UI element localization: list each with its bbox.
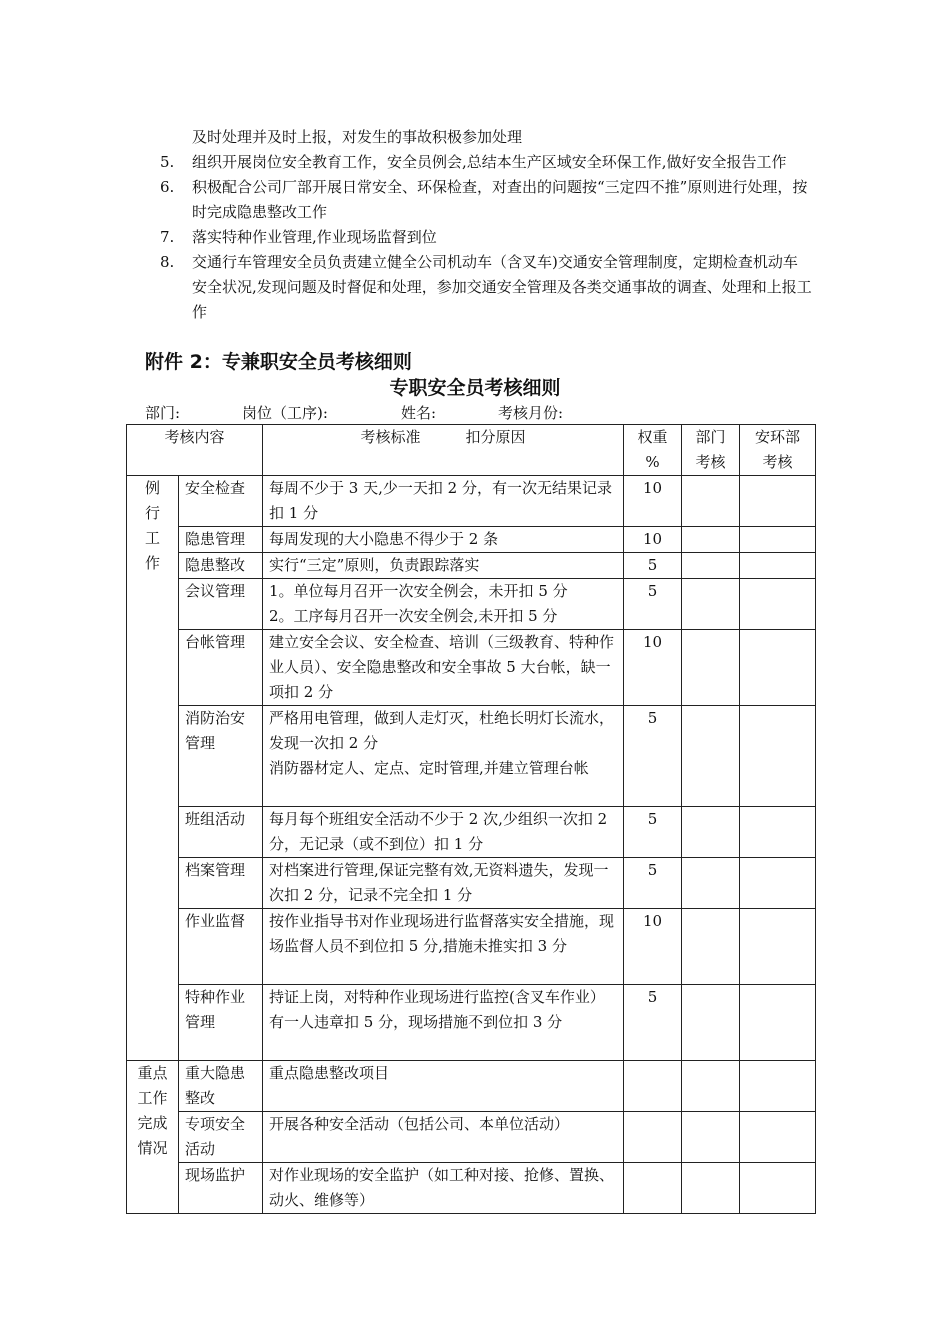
standard-line: 每周发现的大小隐患不得少于 2 条 (269, 530, 499, 548)
env-score-cell[interactable] (740, 1061, 816, 1112)
post-label: 岗位（工序): (242, 404, 328, 422)
env-score-cell[interactable] (740, 706, 816, 807)
duty-text: 交通行车管理安全员负责建立健全公司机动车（含叉车)交通安全管理制度，定期检查机动车安全状况,发现问题及时督促和处理，参加交通安全管理及各类交通事故的调查、处理和上报工作 (192, 253, 812, 321)
appendix-title: 附件 2：专兼职安全员考核细则 (145, 351, 412, 373)
dept-score-cell[interactable] (682, 579, 740, 630)
duty-number: 6. (160, 178, 175, 196)
item-standard (263, 630, 624, 706)
dept-score-cell[interactable] (682, 553, 740, 579)
header-weight-line2: % (645, 453, 660, 471)
item-name: 重大隐患整改 (179, 1061, 263, 1112)
header-env-line2: 考核 (762, 453, 793, 471)
standard-line: 开展各种安全活动（包括公司、本单位活动） (269, 1115, 570, 1133)
group-key-work (127, 1061, 179, 1214)
item-name: 消防治安管理 (179, 706, 263, 807)
env-score-cell[interactable] (740, 1163, 816, 1214)
standard-line: 严格用电管理，做到人走灯灭，杜绝长明灯长流水，发现一次扣 2 分 (269, 709, 615, 752)
header-dept-line1: 部门 (695, 428, 726, 446)
item-name: 专项安全活动 (179, 1112, 263, 1163)
item-name: 档案管理 (179, 858, 263, 909)
name-label: 姓名: (401, 404, 437, 422)
duty-list (0, 150, 812, 325)
standard-line: 实行“三定”原则，负责跟踪落实 (269, 556, 480, 574)
item-standard (263, 706, 624, 807)
dept-score-cell[interactable] (682, 476, 740, 527)
duty-text: 落实特种作业管理,作业现场监督到位 (192, 228, 437, 246)
env-score-cell[interactable] (740, 527, 816, 553)
standard-line: 2。工序每月召开一次安全例会,未开扣 5 分 (269, 607, 558, 625)
item-weight: 10 (624, 630, 682, 706)
table-row (127, 579, 816, 630)
dept-score-cell[interactable] (682, 706, 740, 807)
duty-text: 积极配合公司厂部开展日常安全、环保检查，对查出的问题按“三定四不推”原则进行处理，按时完成隐患整改工作 (192, 178, 808, 221)
item-standard (263, 1163, 624, 1214)
routine-section (127, 476, 816, 1061)
item-name: 安全检查 (179, 476, 263, 527)
table-row (127, 630, 816, 706)
item-weight (624, 1163, 682, 1214)
item-standard (263, 909, 624, 985)
dept-score-cell[interactable] (682, 1061, 740, 1112)
standard-line: 对档案进行管理,保证完整有效,无资料遗失，发现一次扣 2 分，记录不完全扣 1 分 (269, 861, 609, 904)
table-header-row (127, 425, 816, 476)
table-row (127, 1112, 816, 1163)
item-weight: 5 (624, 553, 682, 579)
standard-line: 重点隐患整改项目 (269, 1064, 390, 1082)
item-weight (624, 1061, 682, 1112)
item-weight: 5 (624, 858, 682, 909)
item-name: 会议管理 (179, 579, 263, 630)
table-row (127, 1163, 816, 1214)
dept-score-cell[interactable] (682, 1163, 740, 1214)
assessment-table (126, 424, 816, 1214)
standard-line: 建立安全会议、安全检查、培训（三级教育、特种作业人员）、安全隐患整改和安全事故 5 大台帐，缺一项扣 2 分 (269, 633, 615, 701)
table-row (127, 909, 816, 985)
table-row (127, 527, 816, 553)
group-char: 工 (144, 529, 160, 547)
item-weight: 10 (624, 909, 682, 985)
item-standard (263, 527, 624, 553)
table-row (127, 985, 816, 1061)
table-row (127, 553, 816, 579)
item-name: 隐患整改 (179, 553, 263, 579)
duty-item (0, 175, 812, 225)
header-dept-line2: 考核 (695, 453, 726, 471)
item-weight: 10 (624, 527, 682, 553)
duty-number: 8. (160, 253, 175, 271)
env-score-cell[interactable] (740, 985, 816, 1061)
item-weight: 5 (624, 706, 682, 807)
group-label: 重点工作完成情况 (137, 1064, 168, 1157)
month-label: 考核月份: (498, 404, 564, 422)
table-title: 专职安全员考核细则 (389, 377, 561, 399)
item-name: 作业监督 (179, 909, 263, 985)
duty-item (0, 250, 812, 325)
item-standard (263, 476, 624, 527)
table-row (127, 706, 816, 807)
header-env-score (740, 425, 816, 476)
item-weight: 5 (624, 807, 682, 858)
standard-line: 消防器材定人、定点、定时管理,并建立管理台帐 (269, 759, 589, 777)
standard-line: 按作业指导书对作业现场进行监督落实安全措施，现场监督人员不到位扣 5 分,措施未推实扣 3 分 (269, 912, 615, 955)
env-score-cell[interactable] (740, 807, 816, 858)
item-weight: 5 (624, 579, 682, 630)
dept-score-cell[interactable] (682, 985, 740, 1061)
env-score-cell[interactable] (740, 476, 816, 527)
standard-line: 对作业现场的安全监护（如工种对接、抢修、置换、动火、维修等） (269, 1166, 615, 1209)
duty-number: 7. (160, 228, 175, 246)
group-char: 作 (144, 554, 160, 572)
duty-number: 5. (160, 153, 175, 171)
dept-label: 部门: (145, 404, 181, 422)
item-weight: 5 (624, 985, 682, 1061)
duty-text: 组织开展岗位安全教育工作，安全员例会,总结本生产区域安全环保工作,做好安全报告工作 (192, 153, 787, 171)
dept-score-cell[interactable] (682, 527, 740, 553)
dept-score-cell[interactable] (682, 630, 740, 706)
table-row (127, 476, 816, 527)
env-score-cell[interactable] (740, 630, 816, 706)
env-score-cell[interactable] (740, 909, 816, 985)
group-routine-work (127, 476, 179, 1061)
item-name: 特种作业管理 (179, 985, 263, 1061)
item-standard (263, 858, 624, 909)
env-score-cell[interactable] (740, 858, 816, 909)
env-score-cell[interactable] (740, 553, 816, 579)
standard-line: 1。单位每月召开一次安全例会，未开扣 5 分 (269, 582, 568, 600)
item-standard (263, 553, 624, 579)
key-work-section (127, 1061, 816, 1214)
duty-item (0, 150, 812, 175)
duty-item (0, 225, 812, 250)
item-name: 班组活动 (179, 807, 263, 858)
group-char: 例 (144, 479, 160, 497)
item-name: 隐患管理 (179, 527, 263, 553)
dept-score-cell[interactable] (682, 1112, 740, 1163)
item-standard (263, 1061, 624, 1112)
header-weight (624, 425, 682, 476)
dept-score-cell[interactable] (682, 909, 740, 985)
table-row (127, 807, 816, 858)
continuation-text: 及时处理并及时上报，对发生的事故积极参加处理 (192, 128, 523, 146)
standard-line: 每周不少于 3 天,少一天扣 2 分，有一次无结果记录扣 1 分 (269, 479, 612, 522)
standard-line: 每月每个班组安全活动不少于 2 次,少组织一次扣 2 分，无记录（或不到位）扣 1 分 (269, 810, 608, 853)
group-char: 行 (144, 504, 160, 522)
env-score-cell[interactable] (740, 579, 816, 630)
header-dept-score (682, 425, 740, 476)
standard-line: 持证上岗，对特种作业现场进行监控(含叉车作业）有一人违章扣 5 分，现场措施不到位扣 3 分 (269, 988, 605, 1031)
table-row (127, 858, 816, 909)
header-env-line1: 安环部 (755, 428, 801, 446)
item-weight (624, 1112, 682, 1163)
item-standard (263, 1112, 624, 1163)
item-weight: 10 (624, 476, 682, 527)
header-content: 考核内容 (127, 425, 263, 476)
env-score-cell[interactable] (740, 1112, 816, 1163)
dept-score-cell[interactable] (682, 858, 740, 909)
item-name: 现场监护 (179, 1163, 263, 1214)
item-standard (263, 985, 624, 1061)
item-name: 台帐管理 (179, 630, 263, 706)
table-row (127, 1061, 816, 1112)
dept-score-cell[interactable] (682, 807, 740, 858)
item-standard (263, 579, 624, 630)
item-standard (263, 807, 624, 858)
header-standard: 考核标准 扣分原因 (263, 425, 624, 476)
header-weight-line1: 权重 (637, 428, 668, 446)
